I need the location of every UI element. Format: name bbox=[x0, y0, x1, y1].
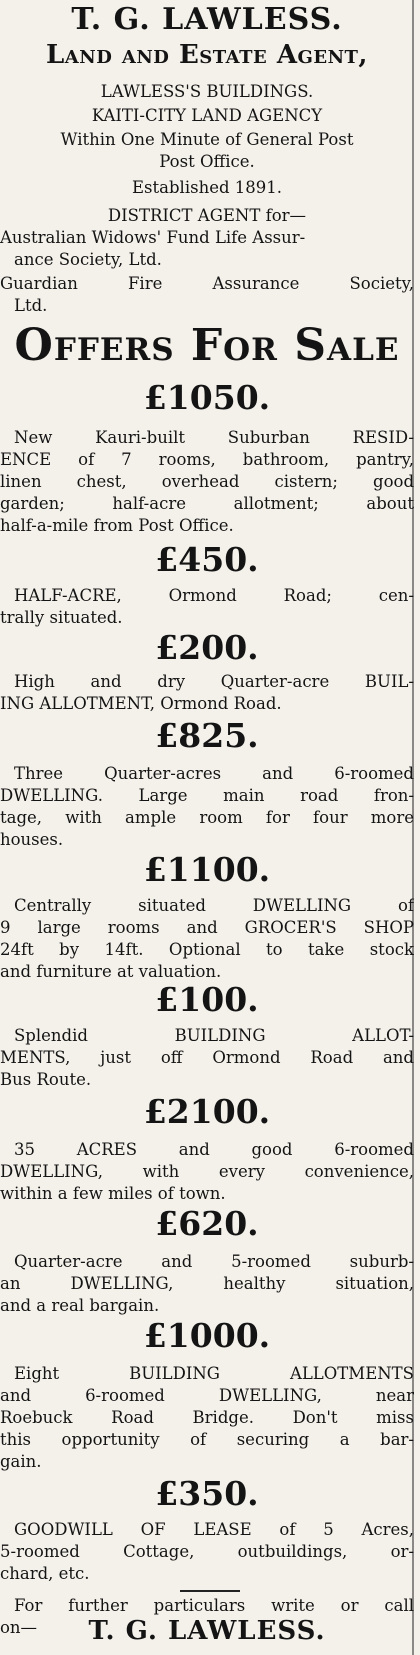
listing-text-line: Eight BUILDING ALLOTMENTS bbox=[14, 1364, 414, 1383]
footer-name: T. G. LAWLESS. bbox=[88, 1616, 326, 1646]
listing-price: £620. bbox=[155, 1204, 259, 1243]
district-heading: DISTRICT AGENT for— bbox=[107, 206, 307, 225]
listing-text-line: and furniture at valuation. bbox=[0, 962, 222, 981]
divider bbox=[180, 1590, 240, 1592]
listing-text-line: linen chest, overhead cistern; good bbox=[0, 472, 414, 491]
district-line-1: Australian Widows' Fund Life Assur- bbox=[0, 228, 306, 247]
listing-text-line: within a few miles of town. bbox=[0, 1184, 226, 1203]
listing-text-line: Roebuck Road Bridge. Don't miss bbox=[0, 1408, 414, 1427]
listing-text-line: High and dry Quarter-acre BUIL- bbox=[14, 672, 414, 691]
listing-text-line: trally situated. bbox=[0, 608, 123, 627]
location-line-2: Post Office. bbox=[159, 152, 255, 171]
listing-text-line: gain. bbox=[0, 1452, 42, 1471]
listing-text-line: Splendid BUILDING ALLOT- bbox=[14, 1026, 414, 1045]
listing-price: £2100. bbox=[143, 1092, 271, 1131]
listing-price: £825. bbox=[155, 716, 259, 755]
listing-text-line: HALF-ACRE, Ormond Road; cen- bbox=[14, 586, 414, 605]
listing-text-line: 24ft by 14ft. Optional to take stock bbox=[0, 940, 414, 959]
listing-text-line: this opportunity of securing a bar- bbox=[0, 1430, 414, 1449]
listing-text-line: Bus Route. bbox=[0, 1070, 92, 1089]
listing-text-line: New Kauri-built Suburban RESID- bbox=[14, 428, 414, 447]
footer-line-1: For further particulars write or call bbox=[14, 1596, 414, 1615]
listing-text-line: DWELLING, with every convenience, bbox=[0, 1162, 414, 1181]
buildings-line: LAWLESS'S BUILDINGS. bbox=[100, 82, 314, 101]
listing-price: £200. bbox=[155, 628, 259, 667]
established-line: Established 1891. bbox=[132, 178, 282, 197]
listing-text-line: and 6-roomed DWELLING, near bbox=[0, 1386, 414, 1405]
district-line-2: ance Society, Ltd. bbox=[14, 250, 162, 269]
offers-heading: Offers For Sale bbox=[14, 320, 400, 371]
agency-line: KAITI-CITY LAND AGENCY bbox=[91, 106, 323, 125]
listing-text-line: Centrally situated DWELLING of bbox=[14, 896, 414, 915]
listing-text-line: ING ALLOTMENT, Ormond Road. bbox=[0, 694, 282, 713]
listing-text-line: and a real bargain. bbox=[0, 1296, 160, 1315]
listing-text-line: garden; half-acre allotment; about bbox=[0, 494, 414, 513]
listing-text-line: chard, etc. bbox=[0, 1564, 90, 1583]
advertiser-subtitle: Land and Estate Agent, bbox=[46, 40, 368, 70]
location-line-1: Within One Minute of General Post bbox=[60, 130, 354, 149]
listing-text-line: 35 ACRES and good 6-roomed bbox=[14, 1140, 414, 1159]
listing-text-line: 5-roomed Cottage, outbuildings, or- bbox=[0, 1542, 414, 1561]
listing-price: £1000. bbox=[143, 1316, 271, 1355]
listing-text-line: 9 large rooms and GROCER'S SHOP bbox=[0, 918, 414, 937]
listing-price: £100. bbox=[155, 980, 259, 1019]
listing-text-line: MENTS, just off Ormond Road and bbox=[0, 1048, 414, 1067]
listing-text-line: houses. bbox=[0, 830, 64, 849]
listing-text-line: ENCE of 7 rooms, bathroom, pantry, bbox=[0, 450, 414, 469]
district-line-4: Ltd. bbox=[14, 296, 48, 315]
advertiser-name: T. G. LAWLESS. bbox=[71, 2, 343, 37]
listing-text-line: tage, with ample room for four more bbox=[0, 808, 414, 827]
listing-text-line: Three Quarter-acres and 6-roomed bbox=[14, 764, 414, 783]
listing-text-line: Quarter-acre and 5-roomed suburb- bbox=[14, 1252, 414, 1271]
listing-price: £1050. bbox=[143, 378, 271, 417]
listing-text-line: GOODWILL OF LEASE of 5 Acres, bbox=[14, 1520, 414, 1539]
listing-text-line: half-a-mile from Post Office. bbox=[0, 516, 234, 535]
district-line-3: Guardian Fire Assurance Society, bbox=[0, 274, 414, 293]
listing-text-line: DWELLING. Large main road fron- bbox=[0, 786, 414, 805]
column-rule bbox=[412, 0, 414, 1655]
listing-price: £350. bbox=[155, 1474, 259, 1513]
listing-price: £450. bbox=[155, 540, 259, 579]
listing-price: £1100. bbox=[143, 850, 271, 889]
listing-text-line: an DWELLING, healthy situation, bbox=[0, 1274, 414, 1293]
footer-line-2: on— bbox=[0, 1618, 38, 1637]
